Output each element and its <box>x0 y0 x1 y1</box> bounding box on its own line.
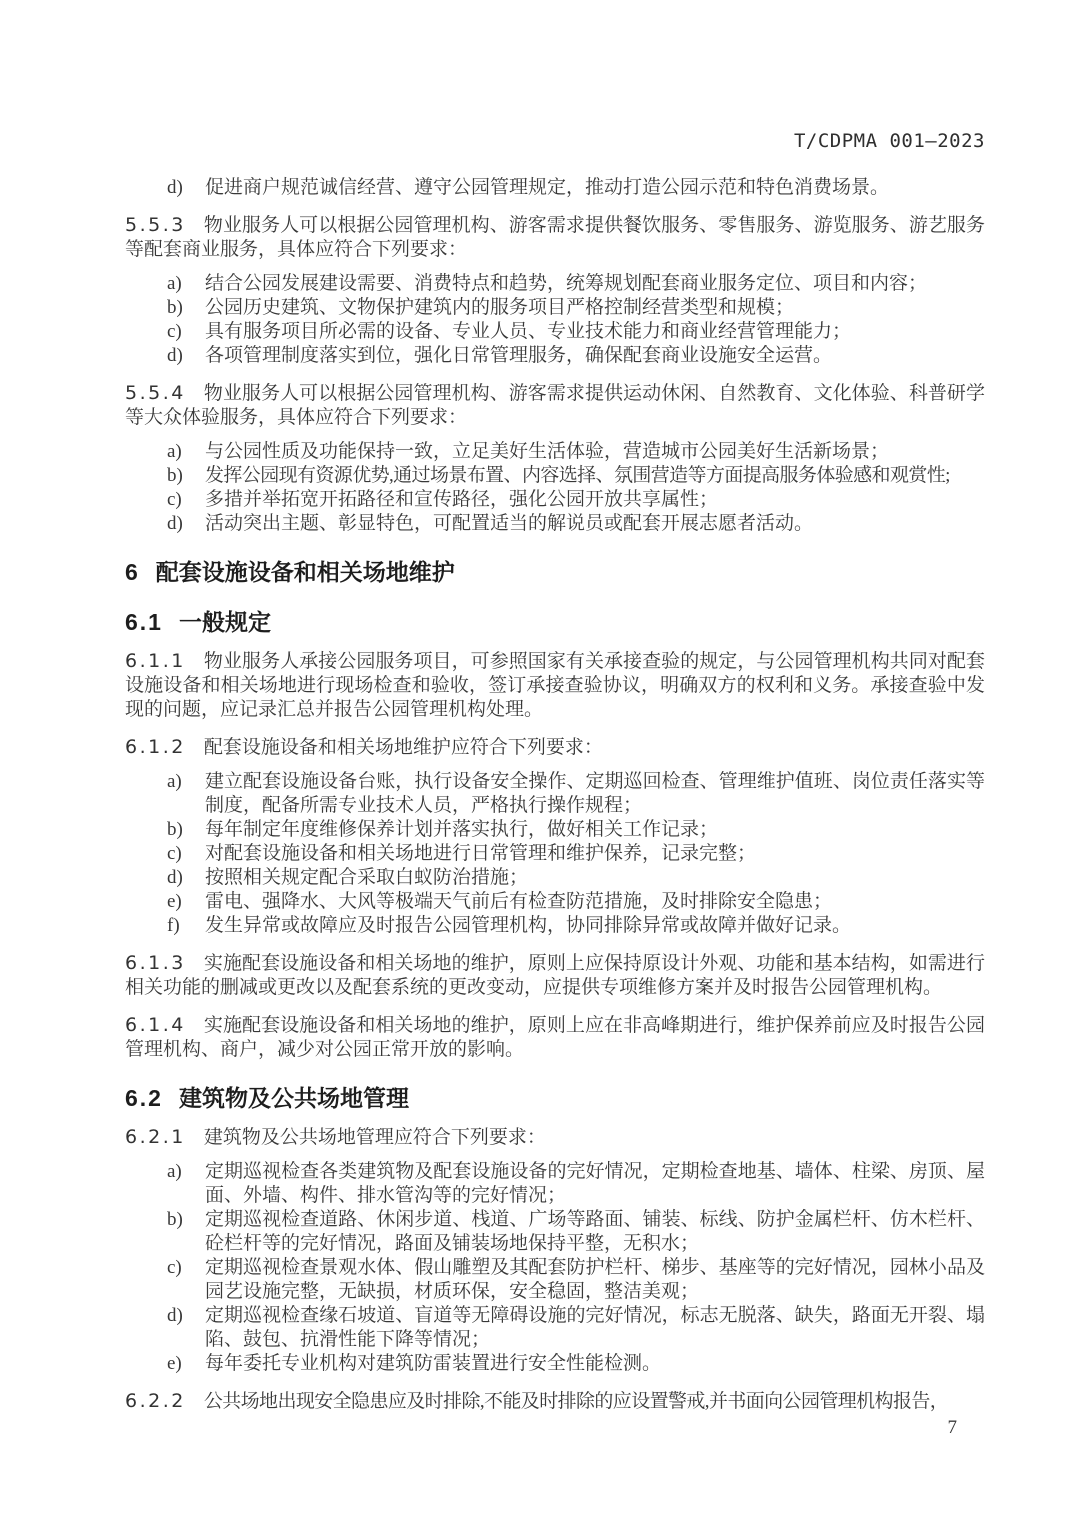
list-item-label: a) <box>167 1161 182 1182</box>
clause-number: 6.1.1 <box>125 650 186 672</box>
clause-number: 6.2.1 <box>125 1126 186 1148</box>
list-item <box>125 464 985 488</box>
list-item-label: d) <box>167 513 183 534</box>
list-item-text: 多措并举拓宽开拓路径和宣传路径，强化公园开放共享属性； <box>205 489 719 510</box>
heading-title: 建筑物及公共场地管理 <box>178 1085 409 1111</box>
list-item-text: 对配套设施设备和相关场地进行日常管理和维护保养，记录完整； <box>205 843 757 864</box>
clause-number: 6.1.4 <box>125 1014 186 1036</box>
clause-text: 公共场地出现安全隐患应及时排除,不能及时排除的应设置警戒,并书面向公园管理机构报告， <box>203 1391 949 1412</box>
list-item-text: 发生异常或故障应及时报告公园管理机构，协同排除异常或故障并做好记录。 <box>205 915 852 936</box>
clause-6-2-2 <box>125 1389 985 1414</box>
clause-text: 实施配套设施设备和相关场地的维护，原则上应在非高峰期进行，维护保养前应及时报告公园管理机构、商户，减少对公园正常开放的影响。 <box>125 1015 985 1060</box>
clause-5-5-4 <box>125 381 985 430</box>
heading-number: 6.2 <box>125 1085 163 1111</box>
list-item-text: 雷电、强降水、大风等极端天气前后有检查防范措施，及时排除安全隐患； <box>205 891 833 912</box>
list-item <box>125 842 985 866</box>
list-item-text: 结合公园发展建设需要、消费特点和趋势，统筹规划配套商业服务定位、项目和内容； <box>205 273 928 294</box>
list-item <box>125 914 985 938</box>
list-item-label: f) <box>167 915 180 936</box>
list-item-label: b) <box>167 297 183 318</box>
list-item-text: 每年委托专业机构对建筑防雷装置进行安全性能检测。 <box>205 1353 662 1374</box>
heading-number: 6 <box>125 559 140 585</box>
list-item <box>125 512 985 536</box>
list-item-text: 定期巡视检查各类建筑物及配套设施设备的完好情况，定期检查地基、墙体、柱梁、房顶、屋面、外墙、构件、排水管沟等的完好情况； <box>205 1161 985 1206</box>
list-item-text: 定期巡视检查景观水体、假山雕塑及其配套防护栏杆、梯步、基座等的完好情况，园林小品及园艺设施完整，无缺损，材质环保，安全稳固，整洁美观； <box>205 1257 985 1302</box>
clause-number: 6.1.2 <box>125 736 186 758</box>
list-item-label: b) <box>167 1209 183 1230</box>
list-item-label: b) <box>167 465 183 486</box>
standard-code: T/CDPMA 001—2023 <box>793 130 985 152</box>
heading-title: 配套设施设备和相关场地维护 <box>155 559 455 585</box>
clause-text: 物业服务人可以根据公园管理机构、游客需求提供餐饮服务、零售服务、游览服务、游艺服务等配套商业服务，具体应符合下列要求： <box>125 215 985 260</box>
list-item-text: 促进商户规范诚信经营、遵守公园管理规定，推动打造公园示范和特色消费场景。 <box>205 177 890 198</box>
clause-text: 建筑物及公共场地管理应符合下列要求： <box>203 1127 546 1148</box>
clause-6-1-2 <box>125 735 985 760</box>
clause-text: 配套设施设备和相关场地维护应符合下列要求： <box>203 737 603 758</box>
list-item-label: c) <box>167 321 182 342</box>
list-item-text: 每年制定年度维修保养计划并落实执行，做好相关工作记录； <box>205 819 719 840</box>
clause-text: 物业服务人承接公园服务项目，可参照国家有关承接查验的规定，与公园管理机构共同对配套设施设备和相关场地进行现场检查和验收，签订承接查验协议，明确双方的权利和义务。承接查验中发现的问题，应记录汇总并报告公园管理机构处理。 <box>125 651 985 720</box>
clause-text: 物业服务人可以根据公园管理机构、游客需求提供运动休闲、自然教育、文化体验、科普研学等大众体验服务，具体应符合下列要求： <box>125 383 985 428</box>
list-item-label: c) <box>167 489 182 510</box>
list-item <box>125 176 985 200</box>
page-number: 7 <box>947 1417 957 1438</box>
list-item-label: d) <box>167 867 183 888</box>
clause-number: 5.5.3 <box>125 214 186 236</box>
list-item-text: 活动突出主题、彰显特色，可配置适当的解说员或配套开展志愿者活动。 <box>205 513 814 534</box>
section-heading-6-2 <box>125 1084 985 1112</box>
list-item-label: d) <box>167 1305 183 1326</box>
list-6-2-1 <box>125 1160 985 1376</box>
section-heading-6-1 <box>125 608 985 636</box>
list-item-label: a) <box>167 771 182 792</box>
list-item-label: a) <box>167 273 182 294</box>
section-heading-6 <box>125 558 985 586</box>
list-item <box>125 1160 985 1208</box>
list-item-label: b) <box>167 819 183 840</box>
list-item <box>125 770 985 818</box>
clause-6-1-4 <box>125 1013 985 1062</box>
list-item <box>125 818 985 842</box>
list-item-label: c) <box>167 1257 182 1278</box>
clause-text: 实施配套设施设备和相关场地的维护，原则上应保持原设计外观、功能和基本结构，如需进行相关功能的删减或更改以及配套系统的更改变动，应提供专项维修方案并及时报告公园管理机构。 <box>125 953 985 998</box>
list-item <box>125 344 985 368</box>
list-item <box>125 320 985 344</box>
list-item-label: e) <box>167 891 182 912</box>
list-item-text: 发挥公园现有资源优势,通过场景布置、内容选择、氛围营造等方面提高服务体验感和观赏性; <box>205 465 950 486</box>
heading-number: 6.1 <box>125 609 163 635</box>
list-item-text: 具有服务项目所必需的设备、专业人员、专业技术能力和商业经营管理能力； <box>205 321 852 342</box>
clause-number: 6.1.3 <box>125 952 186 974</box>
list-5-5-3 <box>125 272 985 368</box>
list-item-text: 定期巡视检查缘石坡道、盲道等无障碍设施的完好情况，标志无脱落、缺失，路面无开裂、塌陷、鼓包、抗滑性能下降等情况； <box>205 1305 985 1350</box>
list-item <box>125 1304 985 1352</box>
heading-title: 一般规定 <box>178 609 271 635</box>
list-item <box>125 440 985 464</box>
list-item-text: 与公园性质及功能保持一致，立足美好生活体验，营造城市公园美好生活新场景； <box>205 441 890 462</box>
list-item-text: 定期巡视检查道路、休闲步道、栈道、广场等路面、铺装、标线、防护金属栏杆、仿木栏杆、砼栏杆等的完好情况，路面及铺装场地保持平整，无积水； <box>205 1209 985 1254</box>
list-item-label: d) <box>167 345 183 366</box>
list-item-text: 建立配套设施设备台账，执行设备安全操作、定期巡回检查、管理维护值班、岗位责任落实等制度，配备所需专业技术人员，严格执行操作规程； <box>205 771 985 816</box>
clause-6-2-1 <box>125 1125 985 1150</box>
clause-6-1-3 <box>125 951 985 1000</box>
list-item-text: 按照相关规定配合采取白蚁防治措施； <box>205 867 529 888</box>
list-5-5-4 <box>125 440 985 536</box>
list-item <box>125 890 985 914</box>
list-6-1-2 <box>125 770 985 938</box>
list-item-label: e) <box>167 1353 182 1374</box>
list-item-label: a) <box>167 441 182 462</box>
list-item <box>125 1352 985 1376</box>
list-item <box>125 296 985 320</box>
list-item <box>125 1208 985 1256</box>
page-footer <box>125 1416 985 1440</box>
clause-6-1-1 <box>125 649 985 722</box>
list-item-label: d) <box>167 177 183 198</box>
list-item-label: c) <box>167 843 182 864</box>
list-item-text: 各项管理制度落实到位，强化日常管理服务，确保配套商业设施安全运营。 <box>205 345 833 366</box>
list-item <box>125 488 985 512</box>
list-item <box>125 866 985 890</box>
clause-5-5-3 <box>125 213 985 262</box>
list-item <box>125 1256 985 1304</box>
list-item <box>125 272 985 296</box>
clause-number: 5.5.4 <box>125 382 186 404</box>
list-item-text: 公园历史建筑、文物保护建筑内的服务项目严格控制经营类型和规模； <box>205 297 795 318</box>
page-header <box>125 128 985 154</box>
clause-number: 6.2.2 <box>125 1390 186 1412</box>
